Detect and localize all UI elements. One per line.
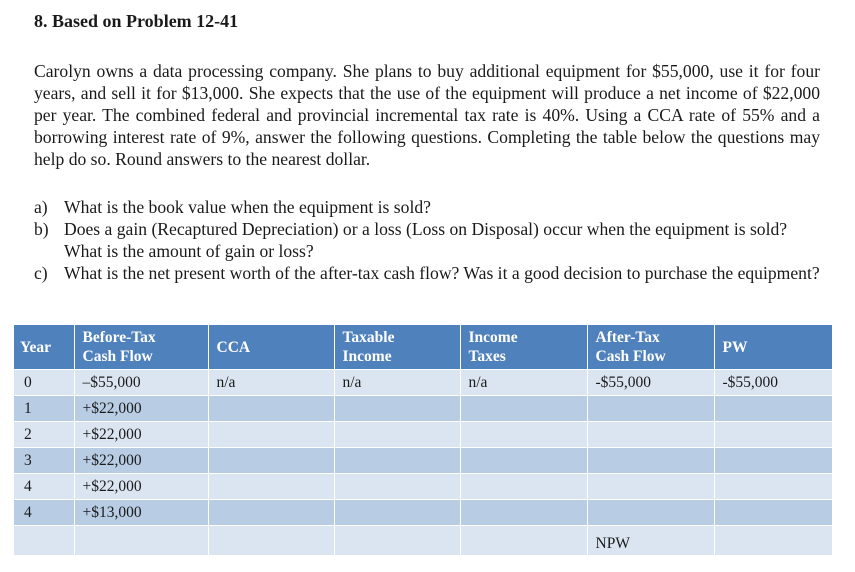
question-list bbox=[34, 196, 820, 284]
problem-description: Carolyn owns a data processing company. She plans to buy additional equipment for $55,000, use it for four years, and sell it for $13,000. She expects that the use of the equipment will produce a net income of $22,000 per year. The combined federal and provincial incremental tax rate is 40%. Using a CCA rate of 55% and a borrowing interest rate of 9%, answer the following questions. Completing the table below the questions may help do so. Round answers to the nearest dollar. bbox=[34, 61, 820, 169]
table-row bbox=[14, 422, 832, 448]
table-row bbox=[14, 500, 832, 526]
question-text: Does a gain (Recaptured Depreciation) or a loss (Loss on Disposal) occur when the equipment is sold? What is the amount of gain or loss? bbox=[64, 219, 788, 261]
cell-cca bbox=[208, 500, 334, 526]
cell-after-tax bbox=[587, 422, 714, 448]
npw-label: NPW bbox=[587, 526, 714, 556]
cell-income-taxes: n/a bbox=[460, 370, 587, 396]
cell-cca: n/a bbox=[208, 370, 334, 396]
question-letter: c) bbox=[34, 263, 48, 283]
cell-after-tax bbox=[587, 500, 714, 526]
cell-empty bbox=[208, 526, 334, 556]
cell-before-tax: –$55,000 bbox=[74, 370, 208, 396]
table-row bbox=[14, 370, 832, 396]
cell-year: 4 bbox=[14, 500, 74, 526]
cell-cca bbox=[208, 474, 334, 500]
header-pw: PW bbox=[714, 325, 832, 370]
cell-after-tax bbox=[587, 396, 714, 422]
cell-income-taxes bbox=[460, 422, 587, 448]
cell-before-tax: +$22,000 bbox=[74, 474, 208, 500]
cell-cca bbox=[208, 448, 334, 474]
cell-income-taxes bbox=[460, 396, 587, 422]
table-row bbox=[14, 448, 832, 474]
header-year: Year bbox=[14, 325, 74, 370]
problem-heading: 8. Based on Problem 12-41 bbox=[34, 11, 239, 31]
cell-taxable bbox=[334, 474, 460, 500]
cell-income-taxes bbox=[460, 474, 587, 500]
header-before-tax-cash-flow: Before-Tax Cash Flow bbox=[74, 325, 208, 370]
header-cca: CCA bbox=[208, 325, 334, 370]
cell-taxable bbox=[334, 448, 460, 474]
cell-cca bbox=[208, 396, 334, 422]
cell-taxable bbox=[334, 396, 460, 422]
cell-pw bbox=[714, 422, 832, 448]
cell-taxable bbox=[334, 500, 460, 526]
question-item bbox=[34, 196, 820, 218]
cell-taxable bbox=[334, 422, 460, 448]
question-item bbox=[34, 218, 820, 262]
cell-pw bbox=[714, 500, 832, 526]
table-row bbox=[14, 396, 832, 422]
cell-year: 0 bbox=[14, 370, 74, 396]
cell-after-tax bbox=[587, 474, 714, 500]
npw-row bbox=[14, 526, 832, 556]
cell-cca bbox=[208, 422, 334, 448]
table-row bbox=[14, 474, 832, 500]
header-income-taxes: Income Taxes bbox=[460, 325, 587, 370]
cell-year: 3 bbox=[14, 448, 74, 474]
cell-year: 4 bbox=[14, 474, 74, 500]
cell-empty bbox=[460, 526, 587, 556]
cell-after-tax bbox=[587, 448, 714, 474]
question-text: What is the book value when the equipment is sold? bbox=[64, 197, 431, 217]
cell-year: 2 bbox=[14, 422, 74, 448]
cell-before-tax: +$13,000 bbox=[74, 500, 208, 526]
question-item bbox=[34, 262, 820, 284]
cell-year: 1 bbox=[14, 396, 74, 422]
table-header-row bbox=[14, 325, 832, 370]
cell-before-tax: +$22,000 bbox=[74, 448, 208, 474]
npw-value bbox=[714, 526, 832, 556]
cash-flow-table bbox=[14, 325, 832, 555]
cell-pw: -$55,000 bbox=[714, 370, 832, 396]
cell-after-tax: -$55,000 bbox=[587, 370, 714, 396]
cell-empty bbox=[334, 526, 460, 556]
question-text: What is the net present worth of the after-tax cash flow? Was it a good decision to purchase the equipment? bbox=[64, 263, 820, 283]
question-letter: a) bbox=[34, 197, 48, 217]
cell-pw bbox=[714, 474, 832, 500]
cell-income-taxes bbox=[460, 500, 587, 526]
header-taxable-income: Taxable Income bbox=[334, 325, 460, 370]
cell-before-tax: +$22,000 bbox=[74, 396, 208, 422]
cell-before-tax: +$22,000 bbox=[74, 422, 208, 448]
cell-empty bbox=[74, 526, 208, 556]
cell-taxable: n/a bbox=[334, 370, 460, 396]
cell-income-taxes bbox=[460, 448, 587, 474]
question-letter: b) bbox=[34, 219, 49, 239]
cell-pw bbox=[714, 448, 832, 474]
header-after-tax-cash-flow: After-Tax Cash Flow bbox=[587, 325, 714, 370]
cell-empty bbox=[14, 526, 74, 556]
cell-pw bbox=[714, 396, 832, 422]
